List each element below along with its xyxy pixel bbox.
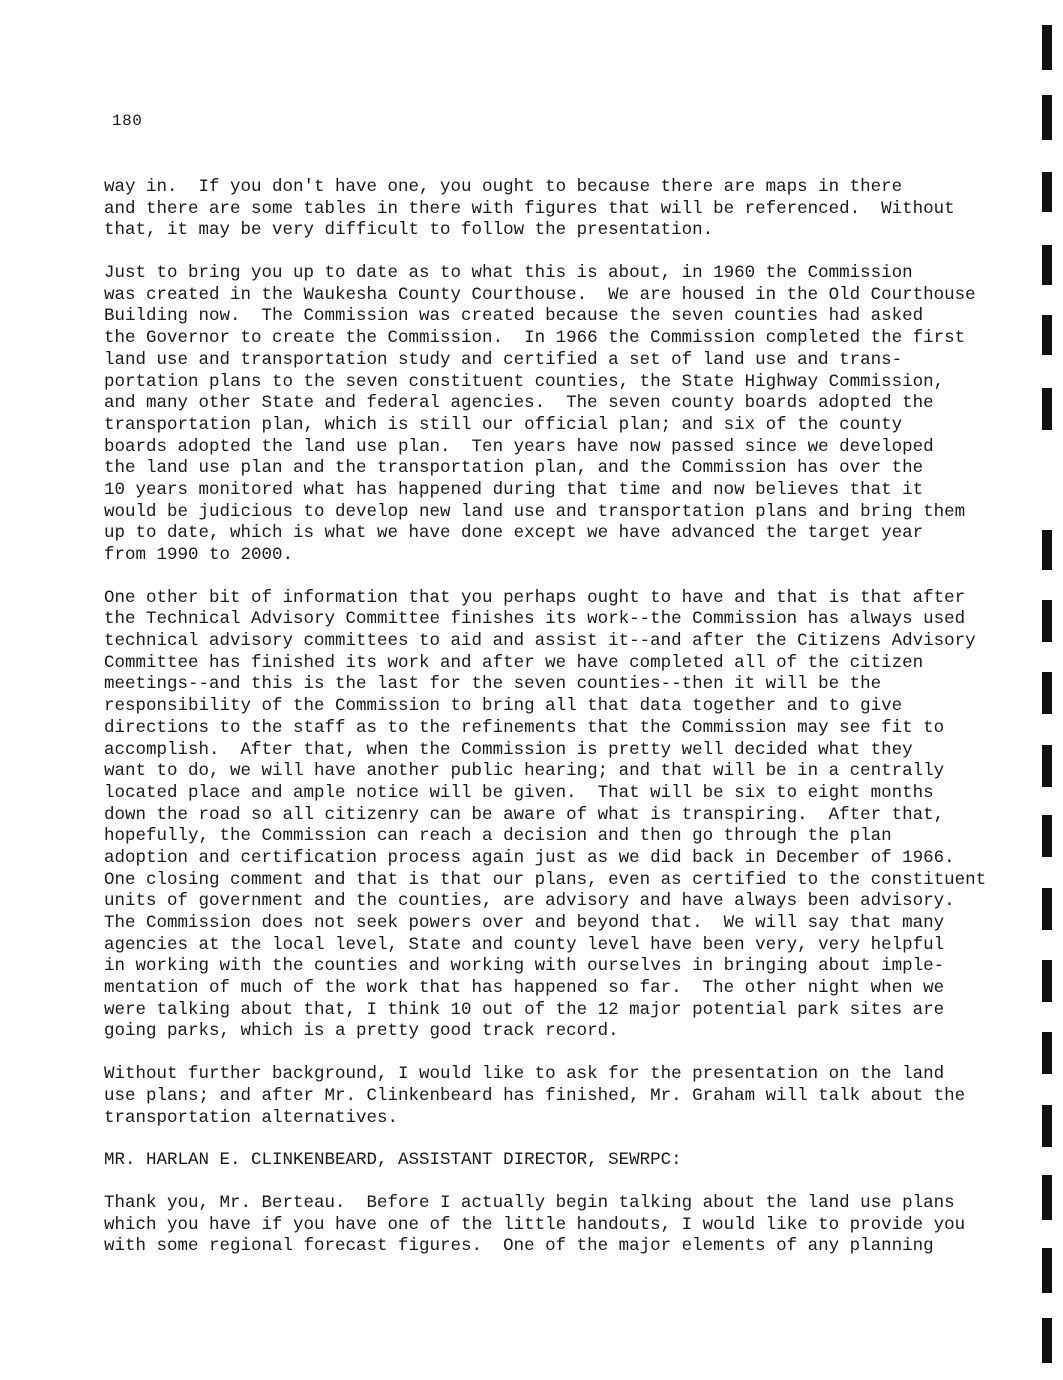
scan-edge-marks — [1038, 0, 1058, 1380]
scan-mark — [1042, 245, 1052, 285]
text-line: units of government and the counties, are advisory and have always been advisory. — [104, 891, 955, 912]
speaker-heading — [104, 1150, 1014, 1172]
text-line: hopefully, the Commission can reach a decision and then go through the plan — [104, 826, 892, 847]
scan-mark — [1042, 1032, 1052, 1074]
scan-mark — [1042, 888, 1052, 930]
text-line: The Commission does not seek powers over and beyond that. We will say that many — [104, 913, 945, 933]
text-line: which you have if you have one of the little handouts, I would like to provide you — [104, 1214, 966, 1235]
scan-mark — [1042, 1248, 1052, 1293]
text-line: located place and ample notice will be given. That will be six to eight months — [104, 782, 934, 803]
scan-mark — [1042, 25, 1052, 70]
scan-mark — [1042, 745, 1052, 787]
text-line: down the road so all citizenry can be aware of what is transpiring. After that, — [104, 804, 945, 825]
scan-mark — [1042, 388, 1052, 430]
text-line: directions to the staff as to the refinements that the Commission may see fit to — [104, 717, 945, 738]
text-line: the Technical Advisory Committee finishes its work--the Commission has always used — [104, 609, 966, 630]
text-line: want to do, we will have another public hearing; and that will be in a centrally — [104, 761, 945, 782]
scan-mark — [1042, 1105, 1052, 1147]
document-body — [104, 177, 1014, 1279]
text-line: transportation alternatives. — [104, 1107, 399, 1128]
text-line: up to date, which is what we have done except we have advanced the target year — [104, 523, 924, 544]
text-line: from 1990 to 2000. — [104, 545, 294, 565]
scan-mark — [1042, 315, 1052, 355]
text-line: were talking about that, I think 10 out of the 12 major potential park sites are — [104, 999, 945, 1020]
text-line: that, it may be very difficult to follow the presentation. — [104, 220, 714, 241]
text-line: meetings--and this is the last for the seven counties--then it will be the — [104, 674, 882, 695]
text-line: going parks, which is a pretty good track record. — [104, 1021, 619, 1042]
text-line: Committee has finished its work and after we have completed all of the citizen — [104, 652, 924, 673]
closing-paragraph — [104, 1193, 1014, 1258]
text-line: Just to bring you up to date as to what this is about, in 1960 the Commission — [104, 263, 913, 284]
scan-mark — [1042, 960, 1052, 1002]
scan-mark — [1042, 1175, 1052, 1220]
text-line: Building now. The Commission was created because the seven counties had asked — [104, 306, 924, 327]
text-line: use plans; and after Mr. Clinkenbeard has finished, Mr. Graham will talk about the — [104, 1085, 966, 1106]
text-line: agencies at the local level, State and county level have been very, very helpful — [104, 934, 945, 955]
text-line: transportation plan, which is still our official plan; and six of the county — [104, 414, 903, 435]
paragraph-2 — [104, 263, 1014, 567]
paragraph-1 — [104, 177, 1014, 242]
text-line: with some regional forecast figures. One of the major elements of any planning — [104, 1236, 934, 1257]
scan-mark — [1042, 815, 1052, 857]
scan-mark — [1042, 600, 1052, 642]
text-line: way in. If you don't have one, you ought to because there are maps in there — [104, 177, 903, 197]
paragraph-3 — [104, 588, 1014, 1043]
text-line: Thank you, Mr. Berteau. Before I actually begin talking about the land use plans — [104, 1192, 955, 1213]
text-line: land use and transportation study and certified a set of land use and trans- — [104, 349, 903, 370]
text-line: responsibility of the Commission to bring all that data together and to give — [104, 696, 903, 717]
text-line: boards adopted the land use plan. Ten years have now passed since we developed — [104, 436, 934, 457]
text-line: One other bit of information that you perhaps ought to have and that is that after — [104, 587, 966, 608]
text-line: accomplish. After that, when the Commission is pretty well decided what they — [104, 739, 913, 760]
text-line: adoption and certification process again just as we did back in December of 1966. — [104, 847, 955, 868]
text-line: and there are some tables in there with figures that will be referenced. Without — [104, 198, 955, 219]
scan-mark — [1042, 1318, 1052, 1363]
text-line: One closing comment and that is that our plans, even as certified to the constituent — [104, 869, 987, 890]
scan-mark — [1042, 95, 1052, 140]
text-line: the land use plan and the transportation plan, and the Commission has over the — [104, 458, 924, 479]
scan-mark — [1042, 172, 1052, 212]
speaker-heading-text: MR. HARLAN E. CLINKENBEARD, ASSISTANT DIRECTOR, SEWRPC: — [104, 1150, 682, 1171]
text-line: 10 years monitored what has happened during that time and now believes that it — [104, 479, 924, 500]
text-line: the Governor to create the Commission. In 1966 the Commission completed the first — [104, 328, 966, 349]
text-line: in working with the counties and working with ourselves in bringing about imple- — [104, 956, 945, 977]
text-line: technical advisory committees to aid and assist it--and after the Citizens Advisory — [104, 631, 976, 652]
page-number: 180 — [112, 112, 143, 130]
scan-mark — [1042, 530, 1052, 570]
text-line: portation plans to the seven constituent counties, the State Highway Commission, — [104, 371, 945, 392]
text-line: and many other State and federal agencies. The seven county boards adopted the — [104, 393, 934, 414]
text-line: Without further background, I would like to ask for the presentation on the land — [104, 1064, 945, 1085]
text-line: mentation of much of the work that has happened so far. The other night when we — [104, 978, 945, 999]
paragraph-4 — [104, 1064, 1014, 1129]
text-line: was created in the Waukesha County Courthouse. We are housed in the Old Courthouse — [104, 284, 976, 305]
text-line: would be judicious to develop new land use and transportation plans and bring them — [104, 501, 966, 522]
scan-mark — [1042, 672, 1052, 714]
